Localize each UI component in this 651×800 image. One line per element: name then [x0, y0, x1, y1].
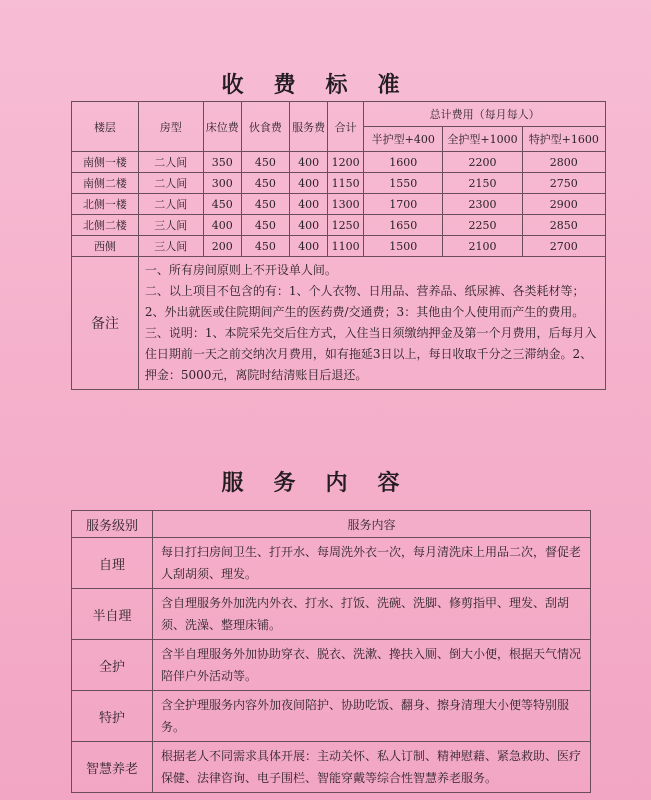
service-level: 智慧养老	[72, 742, 153, 793]
header-service-level: 服务级别	[72, 511, 153, 538]
table-row	[72, 742, 591, 793]
note-item: 二、以上项目不包含的有：1、个人衣物、日用品、营养品、纸尿裤、各类耗材等；2、外出就医或住院期间产生的医药费/交通费；3：其他由个人使用而产生的费用。	[144, 284, 585, 319]
cell-bed: 300	[203, 173, 241, 194]
cell-subtotal: 1200	[328, 152, 364, 173]
cell-special: 2900	[522, 194, 605, 215]
header-total-group: 总计费用（每月每人）	[364, 102, 606, 127]
cell-floor: 西侧	[72, 236, 139, 257]
header-half-care: 半护型+400	[364, 127, 443, 152]
cell-full: 2300	[443, 194, 522, 215]
cell-floor: 南侧一楼	[72, 152, 139, 173]
service-level: 全护	[72, 640, 153, 691]
cell-meal: 450	[241, 152, 289, 173]
cell-special: 2700	[522, 236, 605, 257]
cell-subtotal: 1100	[328, 236, 364, 257]
cell-half: 1550	[364, 173, 443, 194]
cell-special: 2800	[522, 152, 605, 173]
header-bed-fee: 床位费	[203, 102, 241, 152]
header-service-fee: 服务费	[290, 102, 328, 152]
header-subtotal: 合计	[328, 102, 364, 152]
service-content: 含自理服务外加洗内外衣、打水、打饭、洗碗、洗脚、修剪指甲、理发、刮胡须、洗澡、整理床铺。	[153, 589, 591, 640]
service-content: 含全护理服务内容外加夜间陪护、协助吃饭、翻身、擦身清理大小便等特别服务。	[153, 691, 591, 742]
cell-service: 400	[290, 173, 328, 194]
table-row	[72, 173, 606, 194]
table-row	[72, 152, 606, 173]
cell-special: 2750	[522, 173, 605, 194]
cell-floor: 北侧一楼	[72, 194, 139, 215]
cell-room-type: 二人间	[138, 173, 203, 194]
table-row	[72, 236, 606, 257]
header-room-type: 房型	[138, 102, 203, 152]
service-section-title: 服务内容	[221, 470, 430, 496]
cell-half: 1600	[364, 152, 443, 173]
header-floor: 楼层	[72, 102, 139, 152]
header-special-care: 特护型+1600	[522, 127, 605, 152]
fee-header-row	[72, 102, 606, 127]
header-meal-fee: 伙食费	[241, 102, 289, 152]
service-table	[71, 510, 591, 793]
header-full-care: 全护型+1000	[443, 127, 522, 152]
note-item: 三、说明：1、本院采先交后住方式，入住当日须缴纳押金及第一个月费用，后每月入住日期前一天之前交纳次月费用，如有拖延3日以上，每日收取千分之三滞纳金。2、押金：5000元，离院时结清账目后退还。	[144, 326, 597, 382]
fee-section-title: 收费标准	[221, 72, 430, 98]
cell-floor: 南侧二楼	[72, 173, 139, 194]
cell-service: 400	[290, 152, 328, 173]
cell-half: 1700	[364, 194, 443, 215]
cell-full: 2100	[443, 236, 522, 257]
cell-service: 400	[290, 236, 328, 257]
cell-bed: 200	[203, 236, 241, 257]
cell-room-type: 三人间	[138, 236, 203, 257]
header-service-content: 服务内容	[153, 511, 591, 538]
cell-full: 2250	[443, 215, 522, 236]
cell-special: 2850	[522, 215, 605, 236]
service-level: 自理	[72, 538, 153, 589]
table-row	[72, 538, 591, 589]
table-row	[72, 215, 606, 236]
cell-meal: 450	[241, 215, 289, 236]
cell-full: 2200	[443, 152, 522, 173]
service-level: 特护	[72, 691, 153, 742]
cell-room-type: 三人间	[138, 215, 203, 236]
cell-room-type: 二人间	[138, 152, 203, 173]
table-row	[72, 589, 591, 640]
table-row	[72, 194, 606, 215]
cell-meal: 450	[241, 194, 289, 215]
cell-half: 1500	[364, 236, 443, 257]
service-header-row	[72, 511, 591, 538]
cell-meal: 450	[241, 173, 289, 194]
cell-bed: 350	[203, 152, 241, 173]
table-row	[72, 640, 591, 691]
cell-meal: 450	[241, 236, 289, 257]
cell-service: 400	[290, 215, 328, 236]
cell-room-type: 二人间	[138, 194, 203, 215]
cell-bed: 400	[203, 215, 241, 236]
cell-full: 2150	[443, 173, 522, 194]
service-level: 半自理	[72, 589, 153, 640]
table-row	[72, 691, 591, 742]
cell-subtotal: 1300	[328, 194, 364, 215]
cell-half: 1650	[364, 215, 443, 236]
fee-table	[71, 101, 606, 390]
notes-label: 备注	[72, 257, 139, 390]
note-item: 一、所有房间原则上不开设单人间。	[144, 263, 337, 277]
service-content: 含半自理服务外加协助穿衣、脱衣、洗漱、搀扶入厕、倒大小便，根据天气情况陪伴户外活动等。	[153, 640, 591, 691]
cell-subtotal: 1150	[328, 173, 364, 194]
cell-floor: 北侧二楼	[72, 215, 139, 236]
notes-row	[72, 257, 606, 390]
cell-bed: 450	[203, 194, 241, 215]
service-content: 每日打扫房间卫生、打开水、每周洗外衣一次，每月清洗床上用品二次，督促老人刮胡须、理发。	[153, 538, 591, 589]
cell-service: 400	[290, 194, 328, 215]
cell-subtotal: 1250	[328, 215, 364, 236]
notes-content	[138, 257, 605, 390]
service-content: 根据老人不同需求具体开展：主动关怀、私人订制、精神慰藉、紧急救助、医疗保健、法律咨询、电子围栏、智能穿戴等综合性智慧养老服务。	[153, 742, 591, 793]
